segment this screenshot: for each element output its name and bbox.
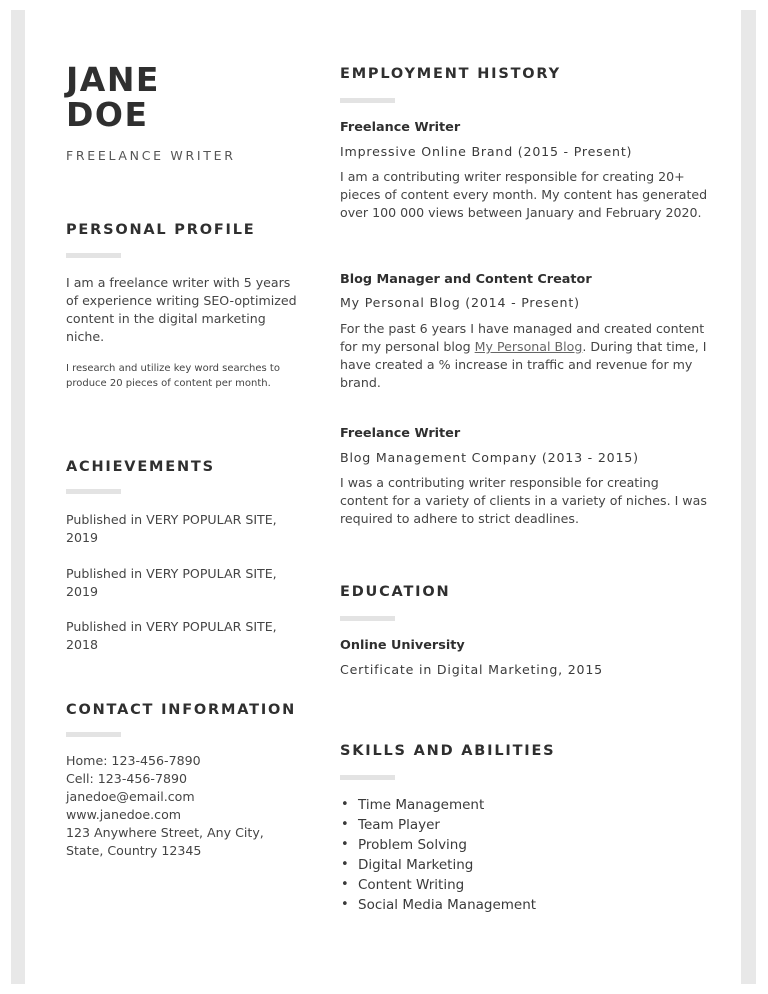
skill-item: • Time Management — [340, 795, 536, 815]
first-name: JANE — [66, 60, 160, 99]
contact-heading: CONTACT INFORMATION — [66, 702, 297, 718]
employment-rule — [340, 98, 395, 103]
skill-item: • Content Writing — [340, 875, 536, 895]
skills-heading: SKILLS AND ABILITIES — [340, 743, 556, 759]
right-margin-bar — [741, 10, 756, 984]
contact-address-line1: 123 Anywhere Street, Any City, — [66, 825, 264, 840]
skills-list — [340, 795, 536, 915]
candidate-title: FREELANCE WRITER — [66, 148, 236, 163]
job-description-text: For the past 6 years I have managed and created content for my personal blog — [340, 321, 705, 354]
job-company: Impressive Online Brand (2015 - Present) — [340, 144, 633, 159]
skill-item: • Social Media Management — [340, 895, 536, 915]
left-margin-bar — [11, 10, 25, 984]
education-rule — [340, 616, 395, 621]
profile-rule — [66, 253, 121, 258]
contact-home-phone: Home: 123-456-7890 — [66, 753, 201, 768]
profile-text: I am a freelance writer with 5 years of experience writing SEO-optimized content in the digital marketing niche. — [66, 275, 297, 344]
job-description-text: . During that time, I have created a % increase in traffic and revenue for my brand. — [340, 339, 707, 390]
job-description — [340, 320, 708, 392]
job-title: Freelance Writer — [340, 426, 461, 441]
personal-blog-link[interactable]: My Personal Blog — [474, 339, 583, 354]
contact-email[interactable]: janedoe@email.com — [66, 789, 195, 804]
skill-item: • Digital Marketing — [340, 855, 536, 875]
last-name: DOE — [66, 95, 149, 134]
education-school: Online University — [340, 638, 465, 653]
job-title: Blog Manager and Content Creator — [340, 272, 592, 287]
contact-website[interactable]: www.janedoe.com — [66, 807, 182, 822]
education-degree: Certificate in Digital Marketing, 2015 — [340, 662, 603, 677]
job-company: My Personal Blog (2014 - Present) — [340, 295, 580, 310]
achievement-item: Published in VERY POPULAR SITE, 2019 — [66, 566, 277, 599]
achievements-heading: ACHIEVEMENTS — [66, 459, 215, 475]
achievement-item: Published in VERY POPULAR SITE, 2019 — [66, 512, 277, 545]
contact-rule — [66, 732, 121, 737]
contact-address-line2: State, Country 12345 — [66, 843, 202, 858]
skill-item: • Team Player — [340, 815, 536, 835]
contact-cell-phone: Cell: 123-456-7890 — [66, 771, 187, 786]
skills-rule — [340, 775, 395, 780]
employment-heading: EMPLOYMENT HISTORY — [340, 66, 561, 82]
profile-note: I research and utilize key word searches to produce 20 pieces of content per month. — [66, 363, 280, 389]
contact-details — [66, 752, 306, 860]
job-title: Freelance Writer — [340, 120, 461, 135]
education-heading: EDUCATION — [340, 584, 451, 600]
profile-heading: PERSONAL PROFILE — [66, 222, 256, 238]
job-company: Blog Management Company (2013 - 2015) — [340, 450, 639, 465]
skill-item: • Problem Solving — [340, 835, 536, 855]
job-description: I am a contributing writer responsible for creating 20+ pieces of content every month. My content has generated over 100 000 views between January and February 2020. — [340, 169, 708, 220]
achievement-item: Published in VERY POPULAR SITE, 2018 — [66, 619, 277, 652]
achievements-rule — [66, 489, 121, 494]
candidate-name — [66, 62, 160, 132]
job-description: I was a contributing writer responsible for creating content for a variety of clients in a variety of niches. I was required to adhere to strict deadlines. — [340, 475, 707, 526]
